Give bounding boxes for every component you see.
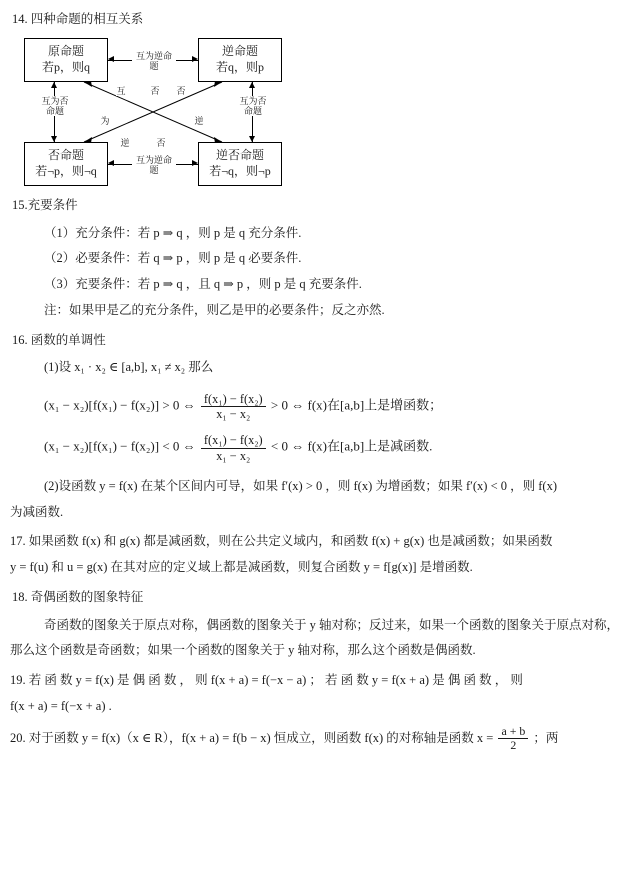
section-16-equation-2 bbox=[44, 433, 630, 462]
node-converse-proposition bbox=[198, 38, 282, 82]
eq1-left: (x₁ − x₂)[f(x₁) − f(x₂)] > 0 ⇔ bbox=[44, 397, 196, 413]
section-20-text-b: ；两 bbox=[533, 730, 559, 745]
section-16-line-2: (2)设函数 y = f(x) 在某个区间内可导，如果 f′(x) > 0 ，则 f(x) 为增函数；如果 f′(x) < 0 ，则 f(x) bbox=[44, 478, 558, 493]
section-15-item-1: （1）充分条件：若 p ⇒ q ，则 p 是 q 充分条件. bbox=[44, 225, 302, 240]
node-contrapositive-title: 逆否命题 bbox=[215, 147, 264, 162]
node-inverse-title: 否命题 bbox=[47, 147, 84, 162]
eq2-fraction-numerator: f(x₁) − f(x₂) bbox=[201, 433, 266, 448]
section-16-line-3: 为减函数. bbox=[10, 504, 64, 519]
node-converse-body: 若q，则p bbox=[215, 59, 264, 74]
section-15-item-2: （2）必要条件：若 q ⇒ p ，则 p 是 q 必要条件. bbox=[44, 251, 302, 266]
section-15-note: 注：如果甲是乙的充分条件，则乙是甲的必要条件；反之亦然. bbox=[44, 302, 385, 317]
section-18-line-1: 奇函数的图象关于原点对称，偶函数的图象关于 y 轴对称；反过来，如果一个函数的图象关于原点对称， bbox=[44, 617, 620, 632]
node-inverse-proposition bbox=[24, 142, 108, 186]
label-inner-2: 否 bbox=[150, 85, 160, 96]
section-20-fraction-numerator: a + b bbox=[498, 725, 528, 740]
arrow-right-up bbox=[249, 82, 255, 88]
label-inner-6: 逆 bbox=[120, 137, 130, 148]
label-top-mutual: 互为逆命题 bbox=[132, 51, 176, 72]
section-14-heading: 14. 四种命题的相互关系 bbox=[12, 12, 144, 26]
section-16-heading: 16. 函数的单调性 bbox=[12, 332, 106, 347]
section-20-fraction-denominator: 2 bbox=[510, 738, 517, 753]
label-inner-4: 为 bbox=[100, 115, 110, 126]
section-15-item-3: （3）充要条件：若 p ⇒ q ，且 q ⇒ p ，则 p 是 q 充要条件. bbox=[44, 277, 362, 291]
section-18-line-2: 那么这个函数是奇函数；如果一个函数的图象关于 y 轴对称，那么这个函数是偶函数. bbox=[10, 643, 476, 658]
label-inner-1: 互 bbox=[116, 85, 126, 96]
section-16-line-1: (1)设 x₁ · x₂ ∈ [a,b], x₁ ≠ x₂ 那么 bbox=[44, 360, 214, 375]
node-original-body: 若p，则q bbox=[41, 59, 90, 74]
arrow-bottom-left bbox=[108, 160, 114, 166]
eq1-fraction-numerator: f(x₁) − f(x₂) bbox=[201, 392, 266, 407]
label-bottom-mutual: 互为逆命题 bbox=[132, 155, 176, 176]
section-18-heading: 18. 奇偶函数的图象特征 bbox=[12, 589, 144, 604]
label-inner-5: 逆 bbox=[194, 115, 204, 126]
section-17-line-2: y = f(u) 和 u = g(x) 在其对应的定义域上都是减函数，则复合函数 y = f[g(x)] 是增函数. bbox=[10, 560, 473, 574]
section-19-line-1: 19. 若 函 数 y = f(x) 是 偶 函 数 ， 则 f(x + a) = f(−x − a) ； 若 函 数 y = f(x + a) 是 偶 函 数 ， 则 bbox=[10, 673, 523, 687]
section-15-heading: 15.充要条件 bbox=[12, 197, 78, 212]
section-20-fraction bbox=[498, 725, 528, 753]
section-17-line-1: 17. 如果函数 f(x) 和 g(x) 都是减函数，则在公共定义域内，和函数 f(x) + g(x) 也是减函数；如果函数 bbox=[10, 534, 553, 549]
section-20-line-1 bbox=[10, 725, 630, 753]
label-inner-3: 否 bbox=[176, 85, 186, 96]
arrow-top-left bbox=[108, 56, 114, 62]
node-contrapositive-proposition bbox=[198, 142, 282, 186]
label-left-mutual: 互为否命题 bbox=[41, 95, 69, 117]
section-20-text-a: 20. 对于函数 y = f(x)（x ∈ R），f(x + a) = f(b − x) 恒成立，则函数 f(x) 的对称轴是函数 x = bbox=[10, 730, 494, 745]
eq1-fraction bbox=[201, 392, 266, 421]
node-original-title: 原命题 bbox=[47, 43, 84, 58]
eq1-right: > 0 ⇔ f(x)在[a,b]上是增函数； bbox=[270, 397, 443, 413]
section-16-equation-1 bbox=[44, 392, 630, 421]
node-contrapositive-body: 若¬q，则¬p bbox=[209, 163, 271, 178]
four-propositions-diagram bbox=[24, 38, 282, 186]
arrow-left-up bbox=[51, 82, 57, 88]
eq2-fraction-denominator: x₁ − x₂ bbox=[216, 448, 251, 463]
eq2-fraction bbox=[201, 433, 266, 462]
eq1-fraction-denominator: x₁ − x₂ bbox=[216, 407, 251, 422]
node-converse-title: 逆命题 bbox=[221, 43, 258, 58]
node-original-proposition bbox=[24, 38, 108, 82]
eq2-right: < 0 ⇔ f(x)在[a,b]上是减函数. bbox=[270, 439, 433, 455]
label-right-mutual: 互为否命题 bbox=[239, 95, 267, 117]
eq2-left: (x₁ − x₂)[f(x₁) − f(x₂)] < 0 ⇔ bbox=[44, 439, 196, 455]
node-inverse-body: 若¬p，则¬q bbox=[35, 163, 97, 178]
label-inner-7: 否 bbox=[156, 137, 166, 148]
section-19-line-2: f(x + a) = f(−x + a) . bbox=[10, 698, 112, 713]
